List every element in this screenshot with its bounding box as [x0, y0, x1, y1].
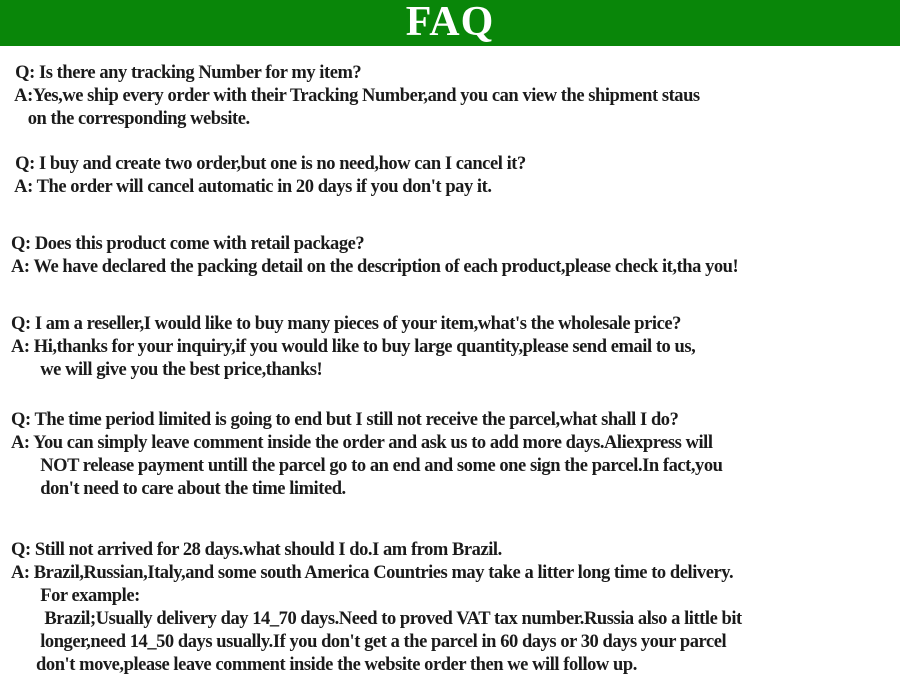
faq-line: A: Brazil,Russian,Italy,and some south America Countries may take a litter long time to delivery. — [11, 563, 734, 583]
faq-item-retail-package — [11, 233, 892, 279]
faq-line: we will give you the best price,thanks! — [11, 360, 323, 380]
faq-line: For example: — [11, 586, 140, 606]
faq-line: Q: Does this product come with retail package? — [11, 234, 365, 254]
faq-line: Q: Is there any tracking Number for my item? — [11, 63, 362, 83]
faq-line: don't move,please leave comment inside the website order then we will follow up. — [11, 655, 637, 675]
faq-line: on the corresponding website. — [11, 109, 250, 129]
faq-item-cancel-order — [11, 153, 892, 199]
header-banner — [0, 0, 900, 46]
faq-line: A:Yes,we ship every order with their Tracking Number,and you can view the shipment staus — [11, 86, 700, 106]
faq-line: don't need to care about the time limited. — [11, 479, 346, 499]
faq-line: A: You can simply leave comment inside the order and ask us to add more days.Aliexpress will — [11, 433, 713, 453]
faq-line: NOT release payment untill the parcel go to an end and some one sign the parcel.In fact,you — [11, 456, 723, 476]
page-title: FAQ — [405, 0, 495, 45]
faq-item-delivery-delay — [11, 539, 892, 677]
faq-item-tracking-number — [11, 62, 892, 131]
faq-list — [0, 46, 900, 677]
faq-line: Brazil;Usually delivery day 14_70 days.Need to proved VAT tax number.Russia also a little bit — [11, 609, 742, 629]
faq-line: Q: I am a reseller,I would like to buy many pieces of your item,what's the wholesale price? — [11, 314, 681, 334]
faq-item-time-period-limit — [11, 409, 892, 501]
faq-line: Q: The time period limited is going to end but I still not receive the parcel,what shall I do? — [11, 410, 679, 430]
faq-line: Q: Still not arrived for 28 days.what should I do.I am from Brazil. — [11, 540, 502, 560]
faq-line: Q: I buy and create two order,but one is no need,how can I cancel it? — [11, 154, 526, 174]
faq-line: A: The order will cancel automatic in 20 days if you don't pay it. — [11, 177, 492, 197]
faq-line: A: Hi,thanks for your inquiry,if you would like to buy large quantity,please send email to us, — [11, 337, 696, 357]
faq-line: longer,need 14_50 days usually.If you don't get a the parcel in 60 days or 30 days your parcel — [11, 632, 727, 652]
faq-item-wholesale-price — [11, 313, 892, 382]
faq-line: A: We have declared the packing detail on the description of each product,please check it,tha you! — [11, 257, 739, 277]
